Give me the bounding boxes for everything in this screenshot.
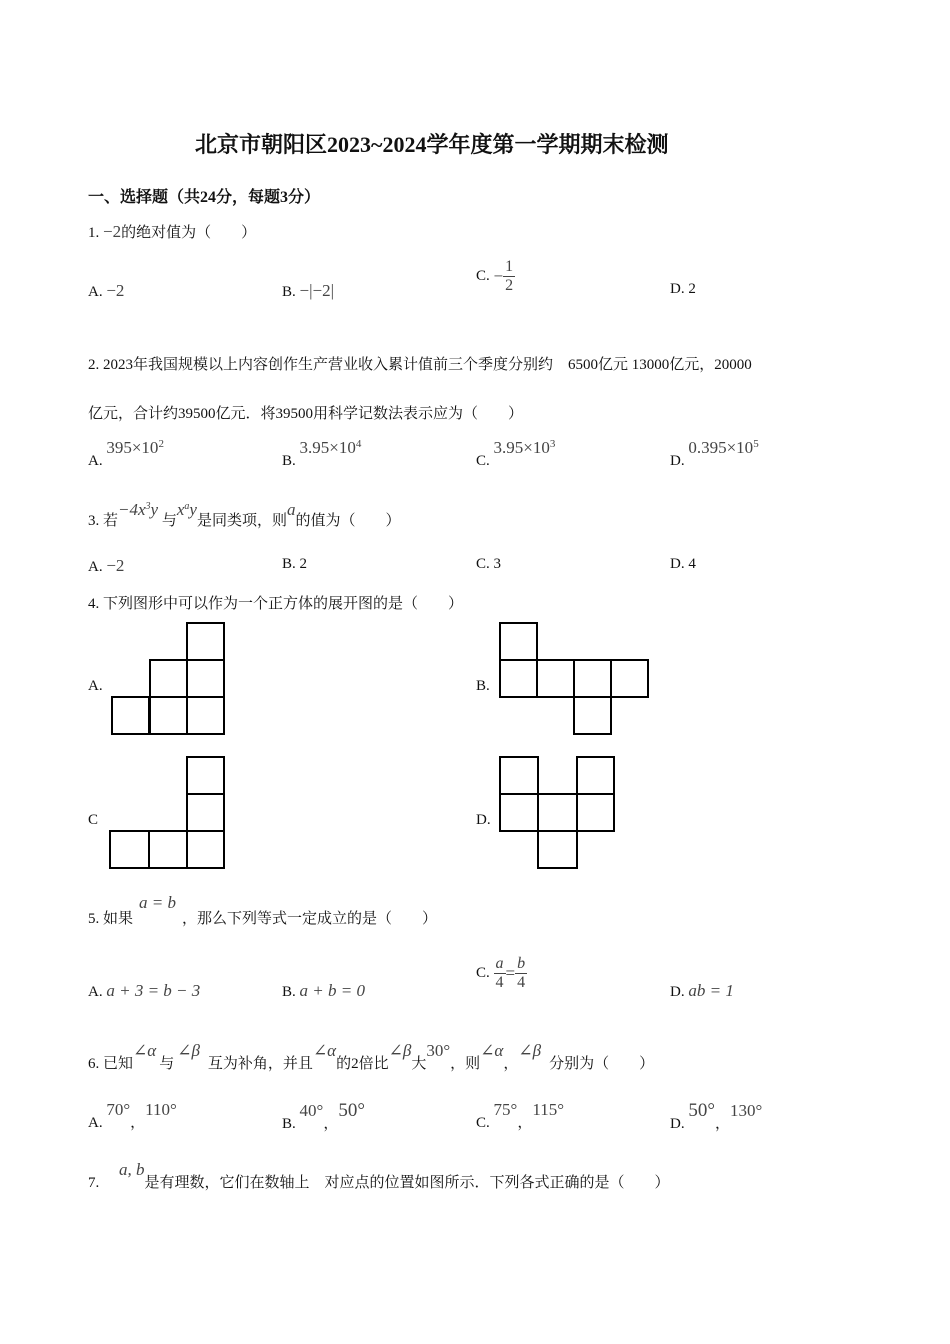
q6-option-d[interactable]: D. 50°，130°: [670, 1100, 763, 1132]
q1-number: 1.: [88, 225, 100, 241]
q5-option-c[interactable]: C. $\frac{a}{4}$ = $\frac{b}{4}$: [476, 955, 526, 991]
q2-option-c[interactable]: C. $3.95\times 10^3$: [476, 438, 556, 469]
q1-option-d-value: 2: [688, 281, 696, 297]
q1-option-d[interactable]: D. 2: [670, 281, 696, 297]
q4-text: 4. 下列图形中可以作为一个正方体的展开图的是（ ）: [88, 596, 464, 612]
question-6: 6. 已知∠α与∠β互为补角，并且∠α的2倍比∠β大30°，则∠α，∠β分别为（ ）: [88, 1041, 655, 1072]
q1-text: 的绝对值为（ ）: [121, 225, 257, 241]
question-5: 5. 如果a = b，那么下列等式一定成立的是（ ）: [88, 893, 438, 927]
q5-option-b[interactable]: B. a + b = 0: [282, 981, 365, 1000]
q4-option-a-label[interactable]: A.: [88, 678, 103, 694]
page-title: 北京市朝阳区2023~2024学年度第一学期期末检测: [195, 132, 669, 157]
q1-expression: −2: [103, 222, 122, 241]
q6-option-c[interactable]: C. 75°，115°: [476, 1100, 565, 1131]
q5-option-a[interactable]: A. a + 3 = b − 3: [88, 981, 201, 1000]
q3-option-c[interactable]: C. 3: [476, 556, 502, 572]
q1-option-c-fraction: $\frac{1}{2}$: [505, 258, 514, 294]
q1-option-a[interactable]: A. −2: [88, 281, 125, 300]
question-3: 3. 若$-4x^3y$ 与$x^ay$是同类项，则a的值为（ ）: [88, 500, 401, 529]
q4-option-d-label[interactable]: D.: [476, 812, 491, 828]
q1-option-b[interactable]: B. −|−2|: [282, 281, 334, 300]
q1-option-a-value: −2: [106, 281, 125, 300]
question-1: [88, 221, 256, 242]
q1-option-c[interactable]: C. − $\frac{1}{2}$: [476, 258, 514, 294]
q2-line2: 亿元，合计约39500亿元．将39500用科学记数法表示应为（ ）: [88, 406, 524, 422]
q2-option-d[interactable]: D. $0.395\times 10^5$: [670, 438, 759, 469]
q3-option-a[interactable]: A. −2: [88, 556, 125, 575]
question-7: 7. a, b是有理数，它们在数轴上 对应点的位置如图所示．下列各式正确的是（ ）: [88, 1160, 670, 1191]
q6-option-a[interactable]: A. 70°，110°: [88, 1100, 177, 1131]
section-heading: 一、选择题（共24分，每题3分）: [88, 189, 321, 206]
q5-option-d[interactable]: D. ab = 1: [670, 981, 734, 1000]
q4-option-c-label[interactable]: C: [88, 812, 99, 828]
q4-option-b-label[interactable]: B.: [476, 678, 490, 694]
q6-option-b[interactable]: B. 40°，50°: [282, 1100, 365, 1132]
q3-option-b[interactable]: B. 2: [282, 556, 308, 572]
q2-option-b[interactable]: B. $3.95\times 10^4$: [282, 438, 362, 469]
q2-option-a[interactable]: A. $395\times 10^2$: [88, 438, 164, 469]
q2-line1: 2. 2023年我国规模以上内容创作生产营业收入累计值前三个季度分别约 6500亿元 13000亿元，20000: [88, 357, 752, 373]
q1-option-b-value: −|−2|: [299, 281, 334, 300]
q3-option-d[interactable]: D. 4: [670, 556, 696, 572]
